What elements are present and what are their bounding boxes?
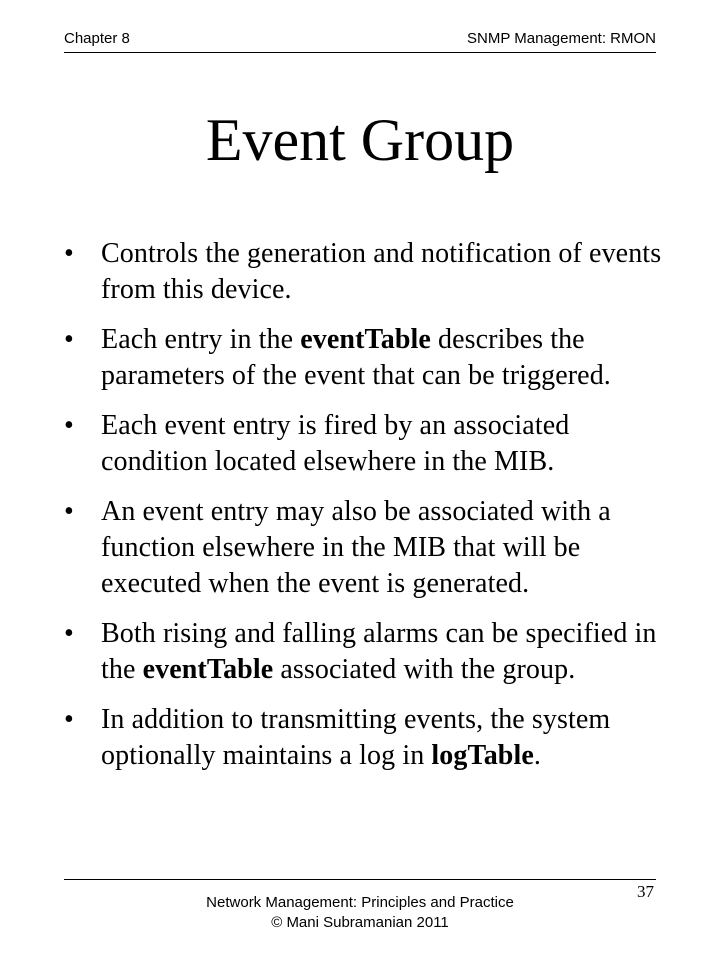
slide-title: Event Group xyxy=(205,107,515,173)
bullet-text: An event entry may also be associated with a function elsewhere in the MIB that will be executed when the event is generated. xyxy=(101,496,611,599)
bullet-list xyxy=(64,236,664,788)
footer-divider xyxy=(64,879,656,880)
bullet-text: Controls the generation and notification of events from this device. xyxy=(101,238,662,305)
bullet-item xyxy=(64,616,664,688)
bullet-item xyxy=(64,236,664,308)
bullet-text: Each entry in the xyxy=(101,324,301,355)
slide-footer xyxy=(0,893,720,933)
bullet-item xyxy=(64,408,664,480)
bullet-text: In addition to transmitting events, the system optionally maintains a log in xyxy=(101,704,611,771)
chapter-label: Chapter 8 xyxy=(64,30,130,47)
footer-copyright: © Mani Subramanian 2011 xyxy=(271,914,449,931)
bullet-text: associated with the group. xyxy=(273,654,576,685)
bullet-keyword: eventTable xyxy=(142,654,274,685)
bullet-text: describes the parameters of the event that can be triggered. xyxy=(101,324,611,391)
slide-header xyxy=(64,28,656,53)
bullet-text: . xyxy=(533,740,541,771)
bullet-item xyxy=(64,322,664,394)
bullet-dot: • xyxy=(64,410,74,441)
bullet-dot: • xyxy=(64,496,74,527)
bullet-text: Each event entry is fired by an associated condition located elsewhere in the MIB. xyxy=(101,410,570,477)
bullet-keyword: eventTable xyxy=(300,324,431,355)
bullet-item xyxy=(64,702,664,774)
footer-book-title: Network Management: Principles and Practice xyxy=(206,894,514,911)
bullet-item xyxy=(64,494,664,602)
page-number: 37 xyxy=(637,882,654,901)
bullet-dot: • xyxy=(64,238,74,269)
section-label: SNMP Management: RMON xyxy=(467,30,656,47)
bullet-dot: • xyxy=(64,324,74,355)
bullet-keyword: logTable xyxy=(431,740,534,771)
bullet-dot: • xyxy=(64,704,74,735)
bullet-dot: • xyxy=(64,618,74,649)
bullet-text: Both rising and falling alarms can be specified in the xyxy=(101,618,657,685)
